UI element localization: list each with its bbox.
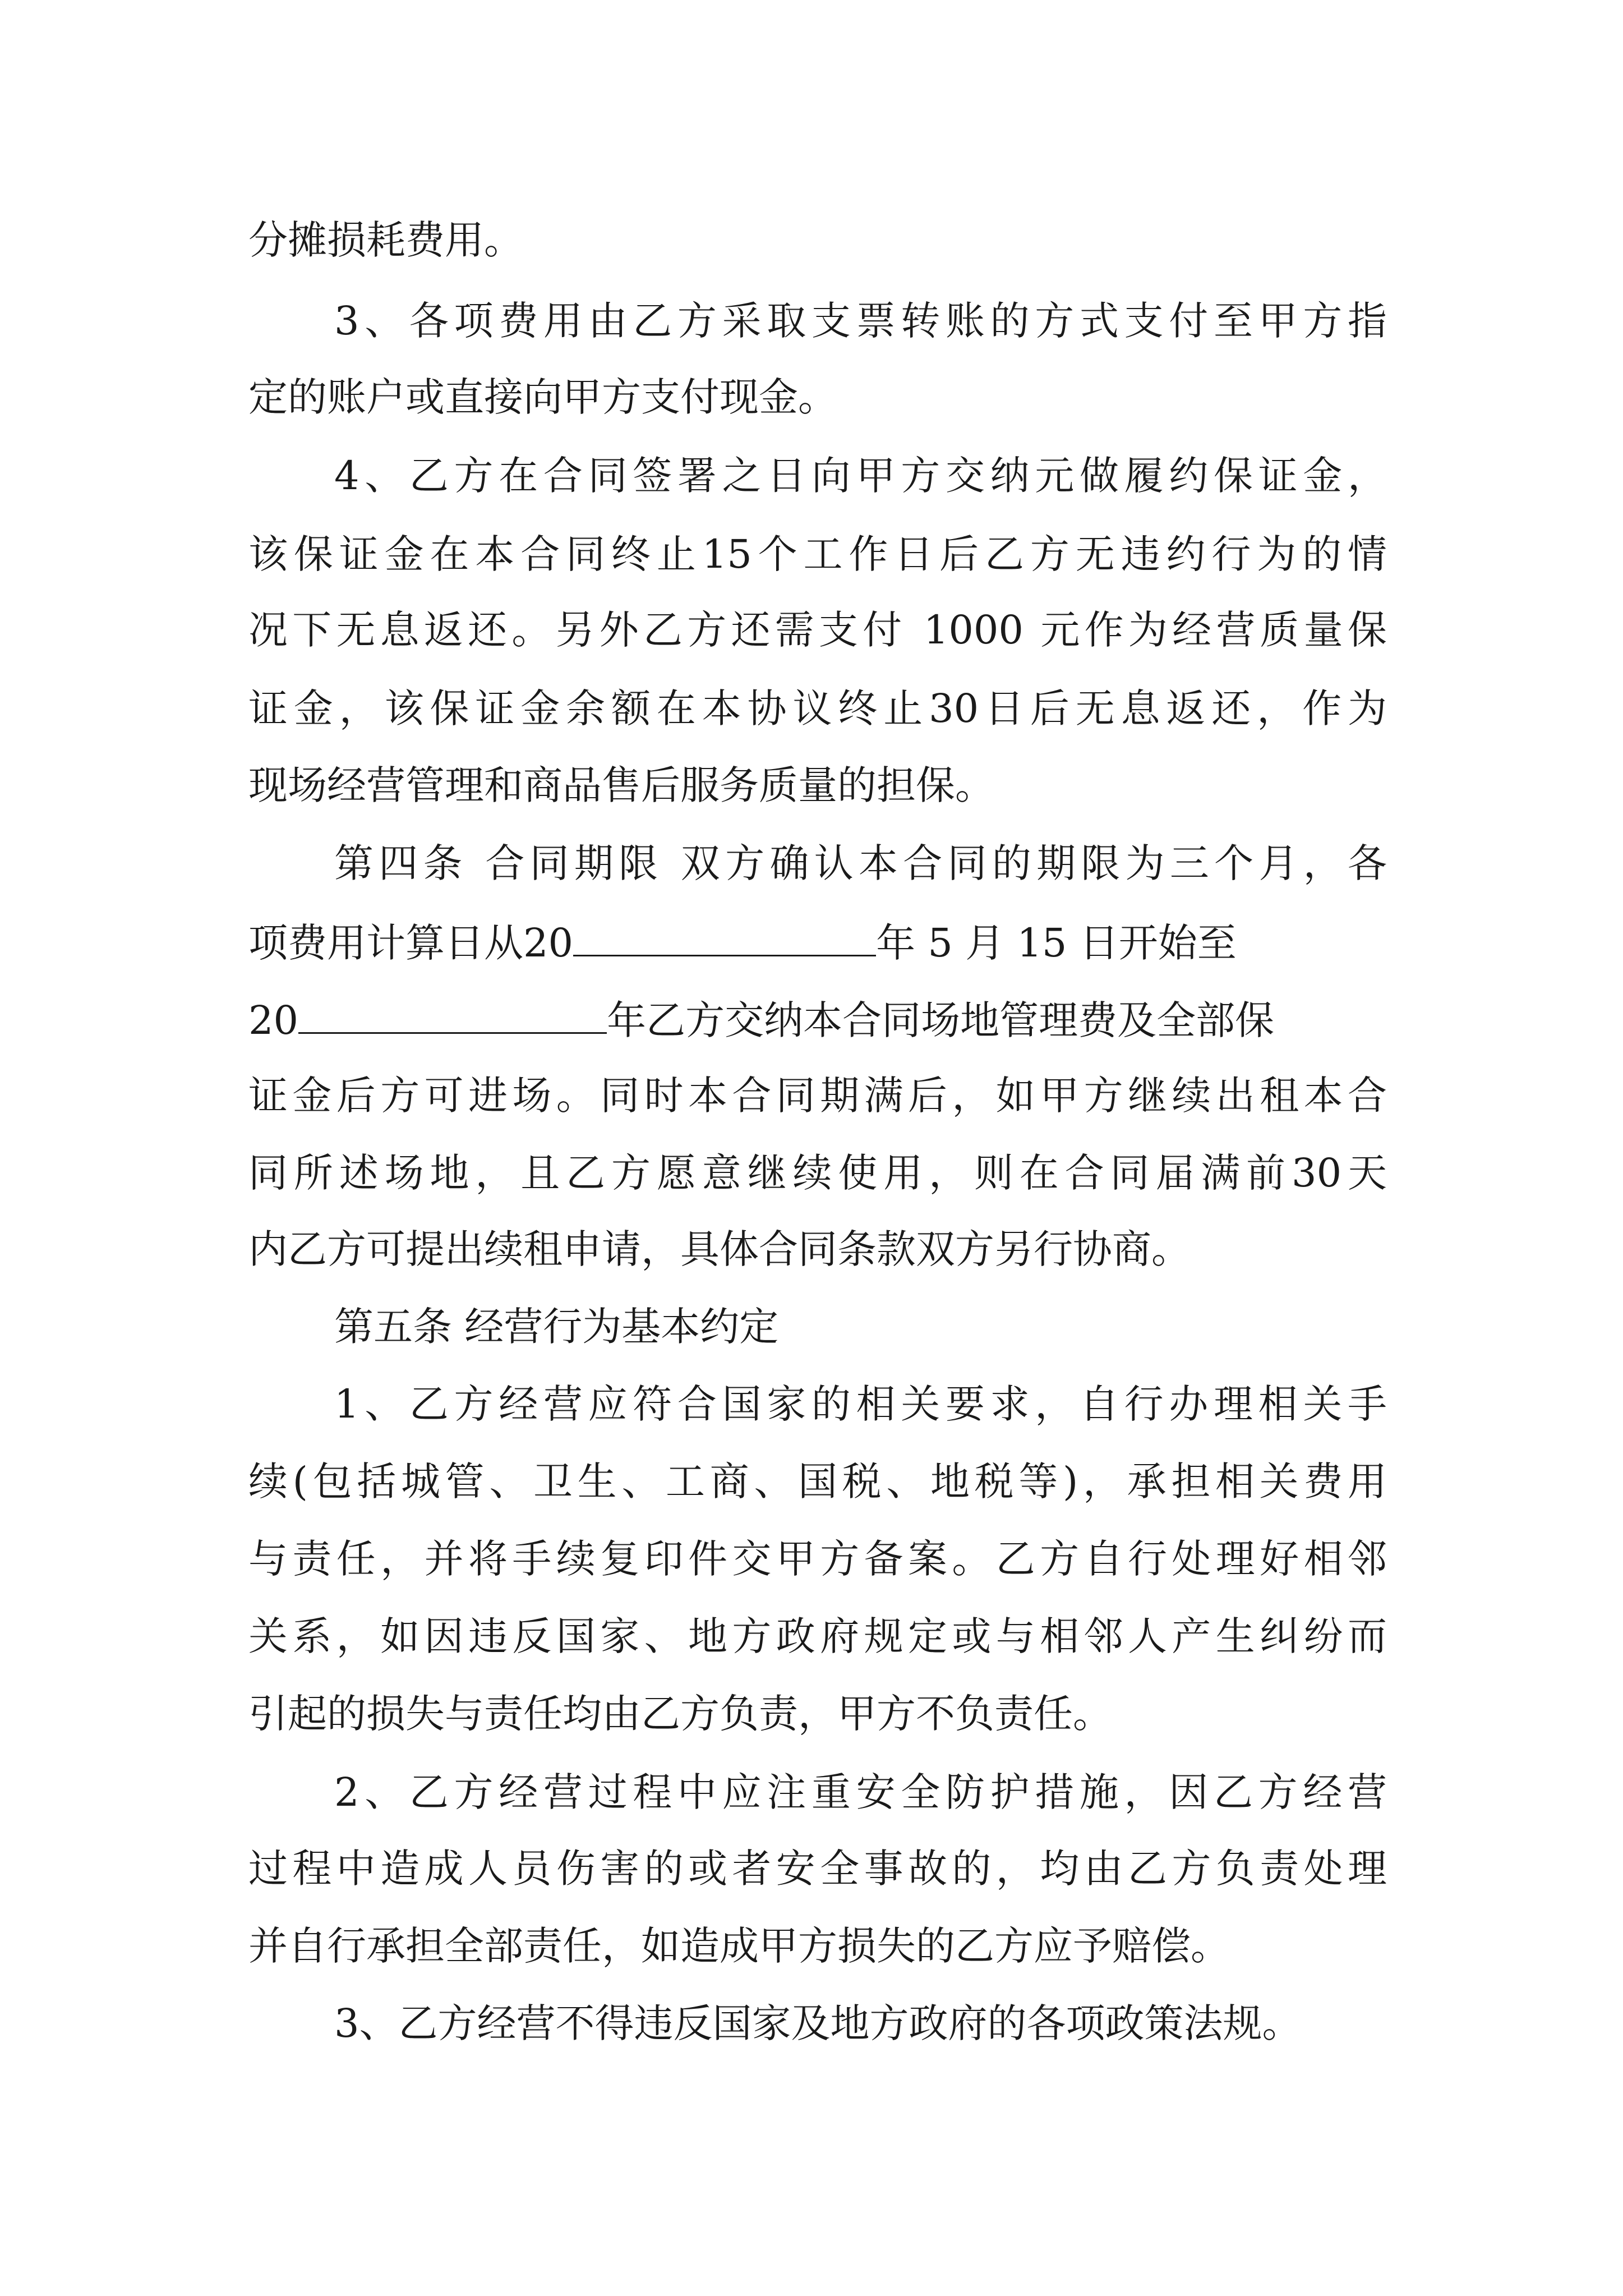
text-fragment: 20 [523, 920, 574, 966]
section-heading: 第五条 经营行为基本约定 [334, 1304, 779, 1350]
text-line: 证金后方可进场。同时本合同期满后，如甲方继续出租本合 [248, 1073, 1387, 1119]
text-line: 3、各项费用由乙方采取支票转账的方式支付至甲方指 [334, 298, 1387, 344]
text-line: 3、乙方经营不得违反国家及地方政府的各项政策法规。 [334, 2000, 1302, 2046]
text-line: 现场经营管理和商品售后服务质量的担保。 [248, 762, 994, 808]
text-line: 与责任，并将手续复印件交甲方备案。乙方自行处理好相邻 [248, 1536, 1387, 1582]
text-line: 1、乙方经营应符合国家的相关要求，自行办理相关手 [334, 1381, 1387, 1427]
text-line: 2、乙方经营过程中应注重安全防护措施，因乙方经营 [334, 1769, 1387, 1815]
blank-field-start-year [573, 910, 876, 956]
date-line-end [248, 987, 1387, 1049]
text-line: 并自行承担全部责任，如造成甲方损失的乙方应予赔偿。 [248, 1923, 1230, 1969]
text-line: 内乙方可提出续租申请，具体合同条款双方另行协商。 [248, 1226, 1191, 1272]
date-line-start [248, 910, 1387, 972]
text-line: 证金，该保证金余额在本协议终止30日后无息返还，作为 [248, 685, 1387, 731]
text-line: 4、乙方在合同签署之日向甲方交纳元做履约保证金， [334, 453, 1387, 499]
text-fragment: 项费用计算日从 [248, 920, 523, 966]
text-line: 续(包括城管、卫生、工商、国税、地税等)，承担相关费用 [248, 1458, 1387, 1504]
text-line: 过程中造成人员伤害的或者安全事故的，均由乙方负责处理 [248, 1846, 1387, 1892]
text-line: 关系，如因违反国家、地方政府规定或与相邻人产生纠纷而 [248, 1613, 1387, 1659]
text-line: 况下无息返还。另外乙方还需支付 1000 元作为经营质量保 [248, 607, 1387, 653]
text-line: 该保证金在本合同终止15个工作日后乙方无违约行为的情 [248, 531, 1387, 577]
text-line: 第四条 合同期限 双方确认本合同的期限为三个月，各 [334, 840, 1387, 886]
text-fragment: 年乙方交纳本合同场地管理费及全部保 [607, 997, 1275, 1043]
text-line: 同所述场地，且乙方愿意继续使用，则在合同届满前30天 [248, 1150, 1387, 1196]
text-fragment: 20 [248, 997, 299, 1043]
text-fragment: 年 5 月 15 日开始至 [876, 920, 1237, 966]
text-line: 引起的损失与责任均由乙方负责，甲方不负责任。 [248, 1691, 1112, 1737]
text-line: 分摊损耗费用。 [248, 217, 523, 263]
text-line: 定的账户或直接向甲方支付现金。 [248, 374, 837, 420]
blank-field-end-year [298, 987, 607, 1034]
